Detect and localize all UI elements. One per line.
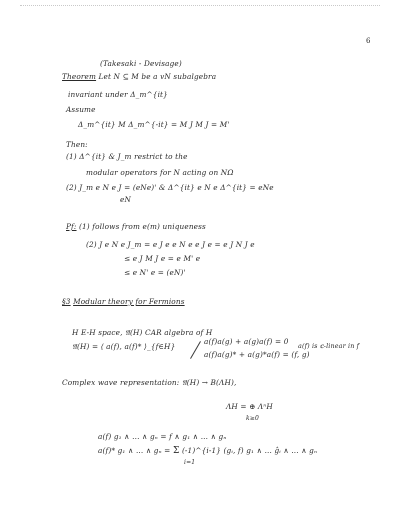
- conclusion-1: (1) Δ^{it} & J_m restrict to the: [66, 152, 188, 161]
- creation-operator: a(f) g₁ ∧ ... ∧ gₙ = f ∧ g₁ ∧ ... ∧ gₙ: [98, 432, 227, 441]
- proof-label: Pf:: [66, 222, 77, 231]
- conclusion-1-cont: modular operators for N acting on NΩ: [86, 168, 234, 177]
- assumption-formula: Δ_m^{it} M Δ_m^{-it} = M J M J = M': [78, 120, 230, 129]
- proof-line-4: ≤ e N' e = (eN)': [124, 268, 186, 277]
- section-heading: [62, 297, 185, 307]
- scan-edge-dots: [20, 5, 380, 9]
- proof-line-3: ≤ e J M J e = e M' e: [124, 254, 201, 263]
- car-relation-1: a(f)a(g) + a(g)a(f) = 0: [204, 337, 289, 346]
- assume-label: Assume: [66, 105, 96, 114]
- theorem-label: Theorem: [62, 72, 97, 81]
- theorem-line: [62, 72, 216, 82]
- annihilation-operator: [98, 446, 317, 456]
- section-number: §3: [62, 297, 71, 306]
- reference-note: (Takesaki - Devisage): [100, 59, 182, 68]
- car-intro: H E-H space, 𝔄(H) CAR algebra of H: [72, 328, 213, 337]
- exterior-algebra: ΛH = ⊕ ΛⁿH: [226, 402, 273, 411]
- brace-stroke: [190, 341, 201, 359]
- page-number: 6: [366, 37, 371, 45]
- sum-lower-index: i=1: [184, 459, 196, 466]
- proof-line-2: (2) J e N e J_m = e J e e N e e J e = e J N J e: [86, 240, 255, 249]
- annihilation-lhs: a(f)* g₁ ∧ ... ∧ gₙ =: [98, 446, 171, 455]
- proof-line-1: [66, 222, 206, 232]
- conclusion-2-sub: eN: [120, 195, 132, 204]
- linearity-note: a(f) is 𝕔-linear in f: [298, 342, 360, 350]
- proof-text-1: (1) follows from e(m) uniqueness: [79, 222, 206, 231]
- sum-index: k≥0: [246, 415, 259, 422]
- theorem-line-2: invariant under Δ_m^{it}: [68, 90, 168, 99]
- car-definition: 𝔄(H) = ⟨ a(f), a(f)* ⟩_{f∈H}: [72, 342, 176, 351]
- conclusion-2: (2) J_m e N e J = (eNe)' & Δ^{it} e N e Δ^{it} = eNe: [66, 183, 274, 192]
- then-label: Then:: [66, 140, 88, 149]
- wave-representation: Complex wave representation: 𝔄(H) → B(ΛH),: [62, 378, 237, 387]
- theorem-text: Let N ⊆ M be a vN subalgebra: [98, 72, 217, 81]
- sum-symbol: Σ: [172, 446, 180, 456]
- section-title: Modular theory for Fermions: [73, 297, 185, 306]
- car-relation-2: a(f)a(g)* + a(g)*a(f) = (f, g): [204, 350, 310, 359]
- annihilation-rhs: (-1)^{i-1} (gᵢ, f) g₁ ∧ ... ĝᵢ ∧ ... ∧ gₙ: [181, 446, 318, 455]
